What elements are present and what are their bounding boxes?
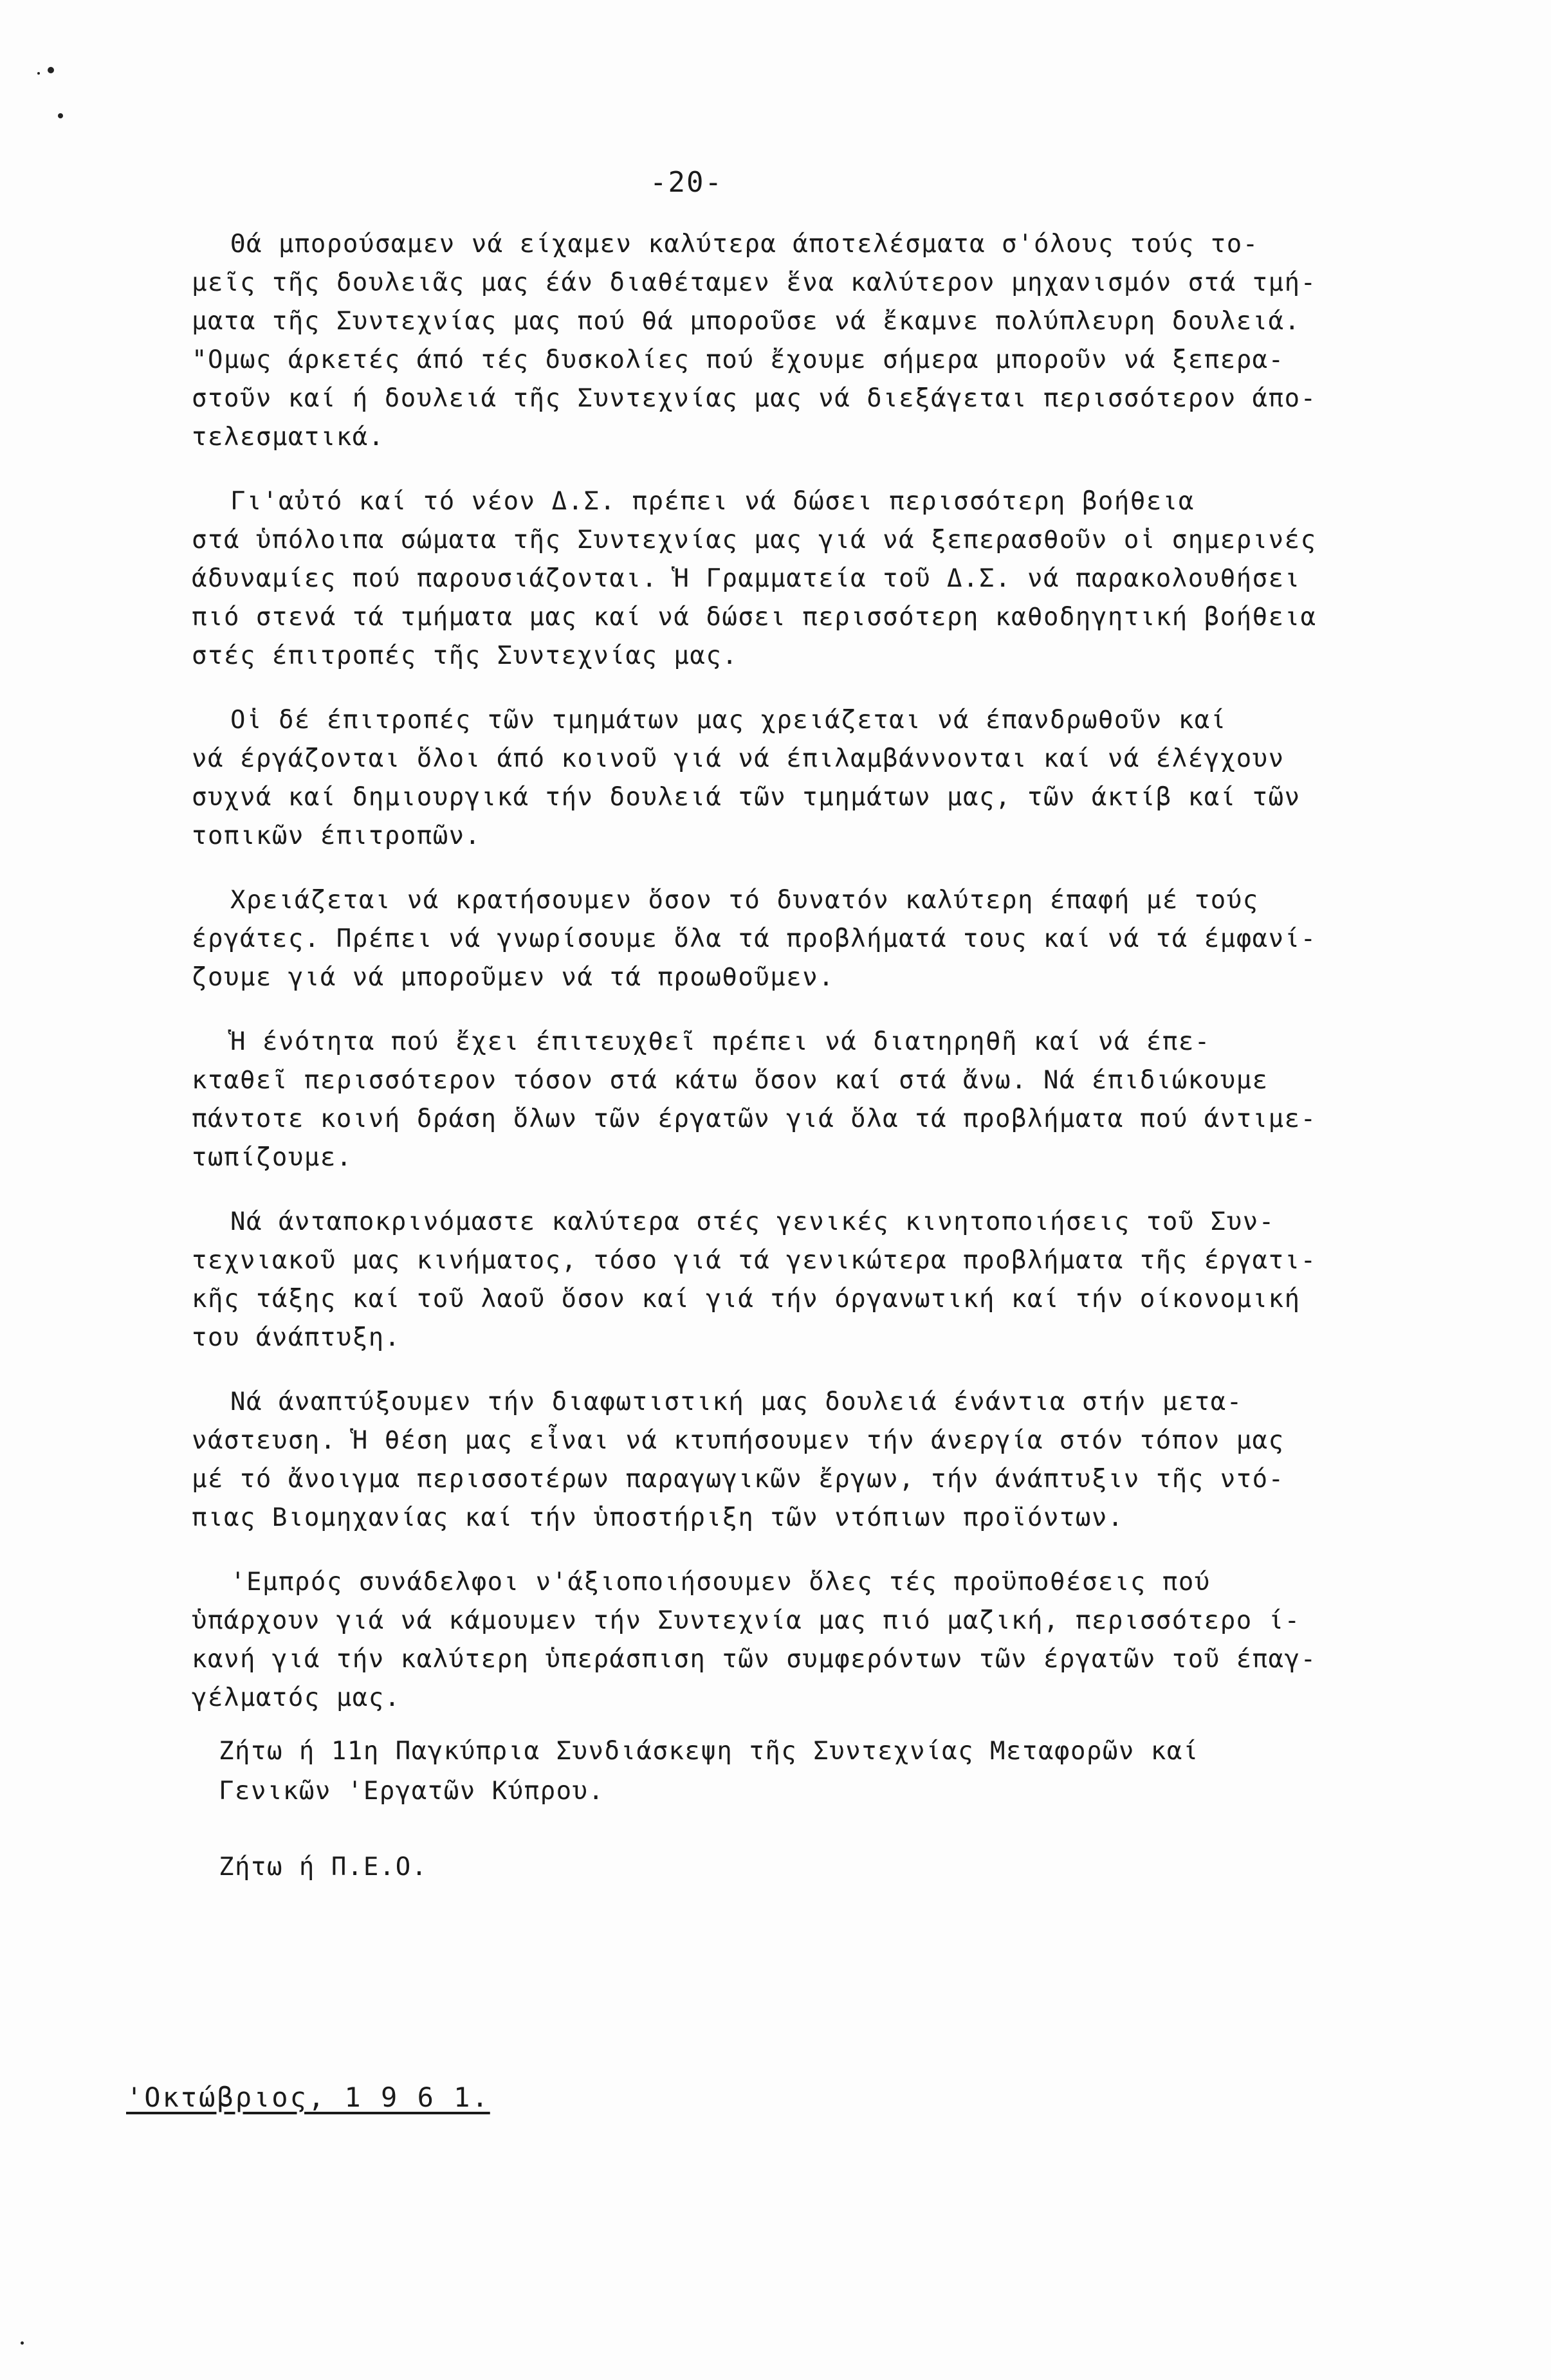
body-text — [192, 225, 1337, 1743]
page-number: -20- — [650, 166, 723, 199]
closing-salute: Ζήτω ή 11η Παγκύπρια Συνδιάσκεψη τῆς Συντεχνίας Μεταφορῶν καί Γενικῶν 'Εργατῶν Κύπρου. — [219, 1737, 1199, 1806]
date-line: 'Οκτώβριος, 1 9 6 1. — [126, 2082, 490, 2113]
ink-speck — [37, 72, 40, 75]
paragraph: 'Εμπρός συνάδελφοι ν'άξιοποιήσουμεν ὅλες τές προϋποθέσεις πού ὑπάρχουν γιά νά κάμουμεν τήν Συντεχνία μας πιό μαζική, περισσότερο ί- κανή γιά τήν καλύτερη ὑπεράσπιση τῶν συμφερόντων τῶν έργατῶν τοῦ έπαγ- γέλματός μας. — [192, 1568, 1317, 1712]
paragraph: Θά μπορούσαμεν νά είχαμεν καλύτερα άποτελέσματα σ'όλους τούς το- μεῖς τῆς δουλειᾶς μας έάν διαθέταμεν ἕνα καλύτερον μηχανισμόν στά τμή- ματα τῆς Συντεχνίας μας πού θά μποροῦσε νά ἔκαμνε πολύπλευρη δουλειά. "Ομως άρκετές άπό τές δυσκολίες πού ἔχουμε σήμερα μποροῦν νά ξεπερα- στοῦν καί ή δουλειά τῆς Συντεχνίας μας νά διεξάγεται περισσότερον άπο- τελεσματικά. — [192, 230, 1317, 452]
paragraph: Νά άνταποκρινόμαστε καλύτερα στές γενικές κινητοποιήσεις τοῦ Συν- τεχνιακοῦ μας κινήματος, τόσο γιά τά γενικώτερα προβλήματα τῆς έργατι- κῆς τάξης καί τοῦ λαοῦ ὅσον καί γιά τήν όργανωτική καί τήν οίκονομική του άνάπτυξη. — [192, 1207, 1317, 1352]
paragraph: Νά άναπτύξουμεν τήν διαφωτιστική μας δουλειά ένάντια στήν μετα- νάστευση. Ἡ θέση μας εἶναι νά κτυπήσουμεν τήν άνεργία στόν τόπον μας μέ τό ἄνοιγμα περισσοτέρων παραγωγικῶν ἔργων, τήν άνάπτυξιν τῆς ντό- πιας Βιομηχανίας καί τήν ὑποστήριξη τῶν ντόπιων προϊόντων. — [192, 1387, 1285, 1532]
paragraph: Χρειάζεται νά κρατήσουμεν ὅσον τό δυνατόν καλύτερη έπαφή μέ τούς έργάτες. Πρέπει νά γνωρίσουμε ὅλα τά προβλήματά τους καί νά τά έμφανί- ζουμε γιά νά μποροῦμεν νά τά προωθοῦμεν. — [192, 886, 1317, 992]
paragraph: Οἱ δέ έπιτροπές τῶν τμημάτων μας χρειάζεται νά έπανδρωθοῦν καί νά έργάζονται ὅλοι άπό κοινοῦ γιά νά έπιλαμβάννονται καί νά έλέγχουν συχνά καί δημιουργικά τήν δουλειά τῶν τμημάτων μας, τῶν άκτίβ καί τῶν τοπικῶν έπιτροπῶν. — [192, 706, 1301, 850]
paragraph: Γι'αὐτό καί τό νέον Δ.Σ. πρέπει νά δώσει περισσότερη βοήθεια στά ὑπόλοιπα σώματα τῆς Συντεχνίας μας γιά νά ξεπερασθοῦν οἱ σημερινές άδυναμίες πού παρουσιάζονται. Ἡ Γραμματεία τοῦ Δ.Σ. νά παρακολουθήσει πιό στενά τά τμήματα μας καί νά δώσει περισσότερη καθοδηγητική βοήθεια στές έπιτροπές τῆς Συντεχνίας μας. — [192, 487, 1317, 670]
ink-speck — [48, 67, 54, 73]
ink-speck — [21, 2341, 24, 2345]
closing-salute-peo: Ζήτω ή Π.Ε.Ο. — [219, 1853, 428, 1881]
paragraph: Ἡ ένότητα πού ἔχει έπιτευχθεῖ πρέπει νά διατηρηθῆ καί νά έπε- κταθεῖ περισσότερον τόσον στά κάτω ὅσον καί στά ἄνω. Νά έπιδιώκουμε πάντοτε κοινή δράση ὅλων τῶν έργατῶν γιά ὅλα τά προβλήματα πού άντιμε- τωπίζουμε. — [192, 1027, 1317, 1172]
ink-speck — [58, 113, 63, 118]
